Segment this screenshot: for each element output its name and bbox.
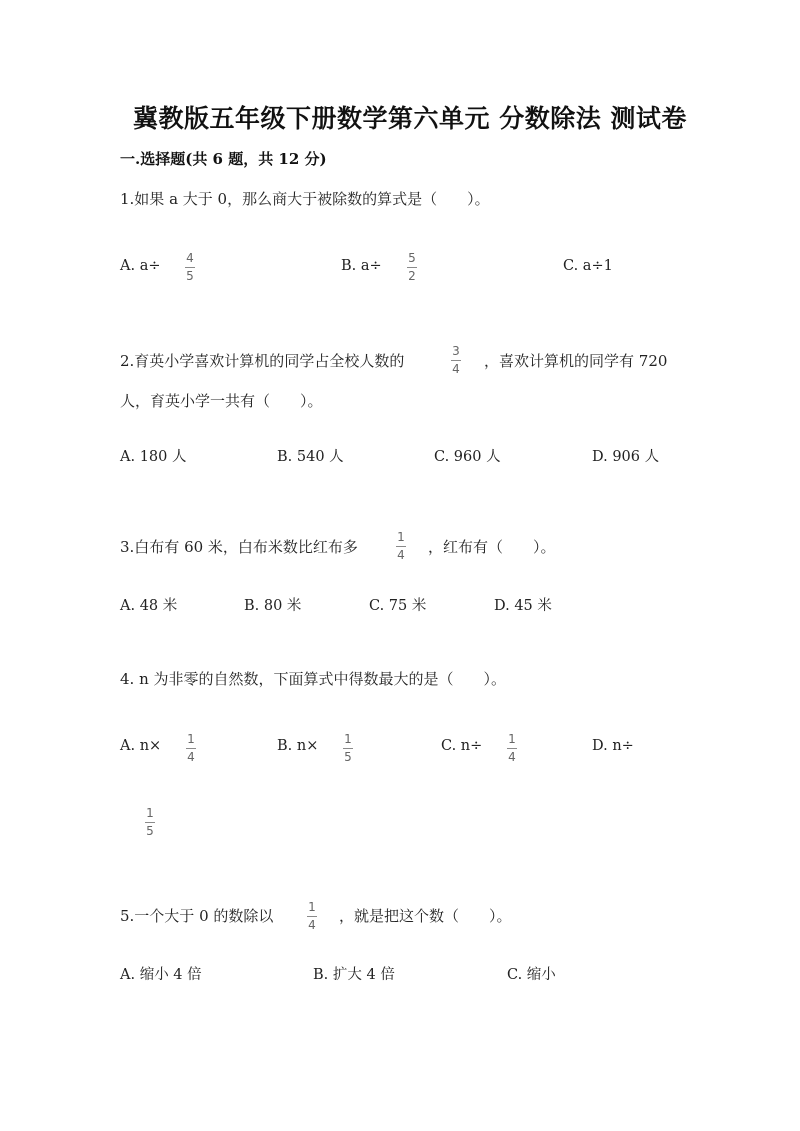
question-1-option-a-fraction [185, 251, 195, 283]
question-1-option-b-fraction [407, 251, 417, 283]
question-3-option-a: A. 48 米 [120, 598, 178, 614]
fraction-denominator: 4 [508, 750, 516, 764]
question-2-option-d: D. 906 人 [592, 449, 660, 465]
question-3-option-b: B. 80 米 [244, 598, 302, 614]
question-4-text: 4. n 为非零的自然数，下面算式中得数最大的是（ ）。 [120, 670, 507, 688]
question-1-option-c: C. a÷1 [563, 258, 613, 274]
question-2-option-c: C. 960 人 [434, 449, 501, 465]
fraction-denominator: 4 [187, 750, 195, 764]
question-4-option-d: D. n÷ [592, 738, 634, 754]
fraction-denominator: 5 [186, 269, 194, 283]
question-1-option-b: B. a÷ [341, 258, 382, 274]
question-5-text-part2: ，就是把这个数（ ）。 [339, 907, 512, 925]
fraction-bar [185, 267, 195, 268]
question-2-option-b: B. 540 人 [277, 449, 344, 465]
page-title: 冀教版五年级下册数学第六单元 分数除法 测试卷 [133, 104, 687, 133]
question-3-option-c: C. 75 米 [369, 598, 427, 614]
question-4-option-a: A. n× [120, 738, 162, 754]
fraction-bar [451, 360, 461, 361]
fraction-denominator: 4 [397, 548, 405, 562]
question-2-option-a: A. 180 人 [120, 449, 187, 465]
question-5-fraction [307, 900, 317, 932]
question-3-text-part2: ，红布有（ ）。 [428, 538, 556, 556]
fraction-numerator: 1 [146, 806, 154, 820]
question-2-fraction [451, 344, 461, 376]
question-5-text-part1: 5.一个大于 0 的数除以 [120, 907, 274, 925]
fraction-denominator: 5 [344, 750, 352, 764]
fraction-denominator: 4 [308, 918, 316, 932]
question-4-option-b: B. n× [277, 738, 319, 754]
fraction-denominator: 4 [452, 362, 460, 376]
fraction-numerator: 1 [508, 732, 516, 746]
question-4-option-b-fraction [343, 732, 353, 764]
question-5-option-b: B. 扩大 4 倍 [313, 967, 395, 983]
question-3-text-part1: 3.白布有 60 米，白布米数比红布多 [120, 538, 358, 556]
fraction-bar [307, 916, 317, 917]
question-5-option-c: C. 缩小 [507, 967, 556, 983]
fraction-bar [407, 267, 417, 268]
question-4-option-c: C. n÷ [441, 738, 483, 754]
fraction-bar [186, 748, 196, 749]
fraction-bar [145, 822, 155, 823]
fraction-bar [507, 748, 517, 749]
question-3-option-d: D. 45 米 [494, 598, 552, 614]
fraction-denominator: 2 [408, 269, 416, 283]
question-4-option-a-fraction [186, 732, 196, 764]
question-4-option-c-fraction [507, 732, 517, 764]
section-heading: 一.选择题(共 6 题，共 12 分) [120, 150, 327, 168]
fraction-denominator: 5 [146, 824, 154, 838]
question-1-option-a: A. a÷ [120, 258, 161, 274]
fraction-numerator: 1 [344, 732, 352, 746]
question-2-text-part2: ，喜欢计算机的同学有 720 [484, 352, 668, 370]
question-4-option-d-fraction [145, 806, 155, 838]
fraction-numerator: 5 [408, 251, 416, 265]
fraction-numerator: 1 [308, 900, 316, 914]
question-2-text-line2: 人，育英小学一共有（ ）。 [120, 392, 323, 410]
fraction-numerator: 1 [187, 732, 195, 746]
question-5-option-a: A. 缩小 4 倍 [120, 967, 202, 983]
question-1-text: 1.如果 a 大于 0，那么商大于被除数的算式是（ ）。 [120, 190, 490, 208]
fraction-numerator: 3 [452, 344, 460, 358]
fraction-numerator: 4 [186, 251, 194, 265]
fraction-numerator: 1 [397, 530, 405, 544]
fraction-bar [343, 748, 353, 749]
question-3-fraction [396, 530, 406, 562]
question-2-text-part1: 2.育英小学喜欢计算机的同学占全校人数的 [120, 352, 405, 370]
fraction-bar [396, 546, 406, 547]
